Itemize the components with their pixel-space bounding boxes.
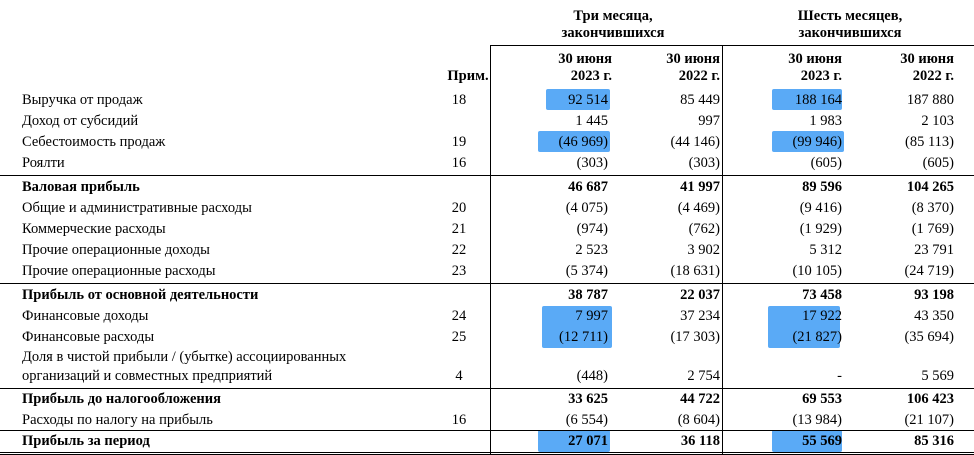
row-value-h2023: (21 827) — [792, 329, 842, 345]
row-value-h2022: 106 423 — [906, 391, 954, 407]
row-value-h2022: 2 103 — [921, 113, 954, 129]
row-value-q2022: 41 997 — [680, 179, 720, 195]
row-value-h2022: 93 198 — [914, 287, 954, 303]
row-label: Валовая прибыль — [22, 179, 140, 195]
header-group-three-months — [500, 8, 726, 42]
header-group-six-months — [730, 8, 970, 42]
row-note: 24 — [451, 308, 467, 324]
row-value-q2023: 92 514 — [568, 92, 608, 108]
row-label: Прибыль до налогообложения — [22, 391, 221, 407]
row-value-h2022: 187 880 — [906, 92, 954, 108]
row-value-q2022: 22 037 — [680, 287, 720, 303]
row-value-h2023: 17 922 — [802, 308, 842, 324]
row-label: Доля в чистой прибыли / (убытке) ассоциированных — [22, 349, 347, 365]
row-value-q2023: 33 625 — [568, 391, 608, 407]
row-label: Прибыль за период — [22, 433, 150, 449]
row-value-h2022: (85 113) — [905, 134, 954, 150]
row-note: 23 — [451, 263, 467, 279]
row-value-q2023: 46 687 — [568, 179, 608, 195]
row-value-h2022: (35 694) — [904, 329, 954, 345]
header-group1-title: Три месяца, — [573, 8, 653, 24]
row-value-q2022: 37 234 — [680, 308, 720, 324]
row-value-q2022: (303) — [688, 155, 720, 171]
row-value-q2022: (762) — [688, 221, 720, 237]
header-col2 — [612, 51, 720, 85]
row-value-h2023: (9 416) — [799, 200, 842, 216]
row-value-q2023: (6 554) — [565, 412, 608, 428]
row-label: организаций и совместных предприятий — [22, 368, 273, 384]
table-row — [0, 410, 974, 431]
row-value-q2023: 27 071 — [568, 433, 608, 449]
header-col4-date: 30 июня — [900, 51, 954, 67]
row-note: 19 — [451, 134, 467, 150]
row-label: Финансовые расходы — [22, 329, 155, 345]
table-row-total — [0, 285, 974, 306]
row-divider — [0, 175, 974, 176]
header-col3-year: 2023 г. — [800, 68, 842, 84]
row-value-h2022: (1 769) — [911, 221, 954, 237]
row-value-q2022: (4 469) — [677, 200, 720, 216]
row-value-q2023: (12 711) — [559, 329, 608, 345]
row-label: Прочие операционные доходы — [22, 242, 210, 258]
header-col4 — [846, 51, 954, 85]
row-value-q2022: 44 722 — [680, 391, 720, 407]
row-value-h2023: 188 164 — [794, 92, 842, 108]
header-group2-title: Шесть месяцев, — [797, 8, 903, 24]
row-value-h2022: 5 569 — [921, 368, 954, 384]
header-col3 — [726, 51, 842, 85]
row-value-q2022: 3 902 — [687, 242, 720, 258]
row-value-q2023: 7 997 — [575, 308, 608, 324]
row-value-q2023: 2 523 — [575, 242, 608, 258]
row-value-q2022: (17 303) — [670, 329, 720, 345]
row-value-h2023: 89 596 — [802, 179, 842, 195]
table-row — [0, 327, 974, 348]
row-value-h2023: - — [837, 368, 842, 384]
row-value-q2022: (8 604) — [677, 412, 720, 428]
table-row — [0, 198, 974, 219]
row-value-h2022: 104 265 — [906, 179, 954, 195]
bottom-double-line — [0, 452, 974, 453]
header-col1 — [492, 51, 612, 85]
table-row — [0, 219, 974, 240]
row-value-q2023: (303) — [576, 155, 608, 171]
header-col2-date: 30 июня — [666, 51, 720, 67]
row-label: Финансовые доходы — [22, 308, 149, 324]
row-label: Доход от субсидий — [22, 113, 139, 129]
row-value-h2022: (605) — [922, 155, 954, 171]
header-underline — [490, 45, 974, 46]
row-value-q2023: (46 969) — [558, 134, 608, 150]
header-col4-year: 2022 г. — [912, 68, 954, 84]
table-row — [0, 90, 974, 111]
row-value-h2022: (24 719) — [904, 263, 954, 279]
row-value-h2023: 55 569 — [802, 433, 842, 449]
row-value-h2022: 23 791 — [914, 242, 954, 258]
table-row-total — [0, 177, 974, 198]
row-divider — [0, 283, 974, 284]
table-row — [0, 240, 974, 261]
table-row — [0, 347, 974, 368]
row-value-q2023: (974) — [576, 221, 608, 237]
row-value-h2023: 5 312 — [809, 242, 842, 258]
row-value-h2023: (13 984) — [792, 412, 842, 428]
row-value-q2023: (5 374) — [565, 263, 608, 279]
row-value-h2023: (10 105) — [792, 263, 842, 279]
row-value-h2023: (99 946) — [792, 134, 842, 150]
row-label: Роялти — [22, 155, 65, 171]
table-row — [0, 153, 974, 174]
row-value-q2022: (44 146) — [670, 134, 720, 150]
row-value-h2023: 69 553 — [802, 391, 842, 407]
table-row — [0, 261, 974, 282]
row-value-h2022: 43 350 — [914, 308, 954, 324]
row-value-h2022: (8 370) — [911, 200, 954, 216]
row-value-h2022: (21 107) — [904, 412, 954, 428]
row-value-q2022: (18 631) — [670, 263, 720, 279]
header-col2-year: 2022 г. — [678, 68, 720, 84]
row-label: Выручка от продаж — [22, 92, 143, 108]
header-col1-date: 30 июня — [558, 51, 612, 67]
row-label: Общие и административные расходы — [22, 200, 252, 216]
row-note: 22 — [451, 242, 467, 258]
row-value-h2023: 1 983 — [809, 113, 842, 129]
row-value-h2023: (605) — [810, 155, 842, 171]
header-col1-year: 2023 г. — [570, 68, 612, 84]
row-label: Коммерческие расходы — [22, 221, 166, 237]
row-note: 18 — [451, 92, 467, 108]
row-value-q2022: 2 754 — [687, 368, 720, 384]
row-note: 16 — [451, 155, 467, 171]
row-note: 25 — [451, 329, 467, 345]
row-label: Расходы по налогу на прибыль — [22, 412, 213, 428]
table-row-total — [0, 431, 974, 452]
header-col3-date: 30 июня — [788, 51, 842, 67]
row-value-q2023: (448) — [576, 368, 608, 384]
row-value-h2022: 85 316 — [914, 433, 954, 449]
row-value-q2023: 1 445 — [575, 113, 608, 129]
table-row — [0, 366, 974, 387]
row-label: Прибыль от основной деятельности — [22, 287, 259, 303]
header-note-column: Прим. — [447, 68, 489, 84]
row-note: 20 — [451, 200, 467, 216]
row-value-q2022: 85 449 — [680, 92, 720, 108]
row-label: Прочие операционные расходы — [22, 263, 216, 279]
row-note: 21 — [451, 221, 467, 237]
table-row — [0, 111, 974, 132]
row-value-q2023: (4 075) — [565, 200, 608, 216]
header-group2-subtitle: закончившихся — [798, 25, 902, 41]
row-value-h2023: (1 929) — [799, 221, 842, 237]
header-group1-subtitle: закончившихся — [561, 25, 665, 41]
row-value-h2023: 73 458 — [802, 287, 842, 303]
table-row-total — [0, 389, 974, 410]
row-value-q2023: 38 787 — [568, 287, 608, 303]
row-note: 4 — [455, 368, 463, 384]
row-value-q2022: 997 — [698, 113, 720, 129]
row-value-q2022: 36 118 — [680, 433, 720, 449]
row-note: 16 — [451, 412, 467, 428]
row-label: Себестоимость продаж — [22, 134, 166, 150]
table-row — [0, 306, 974, 327]
table-row — [0, 132, 974, 153]
